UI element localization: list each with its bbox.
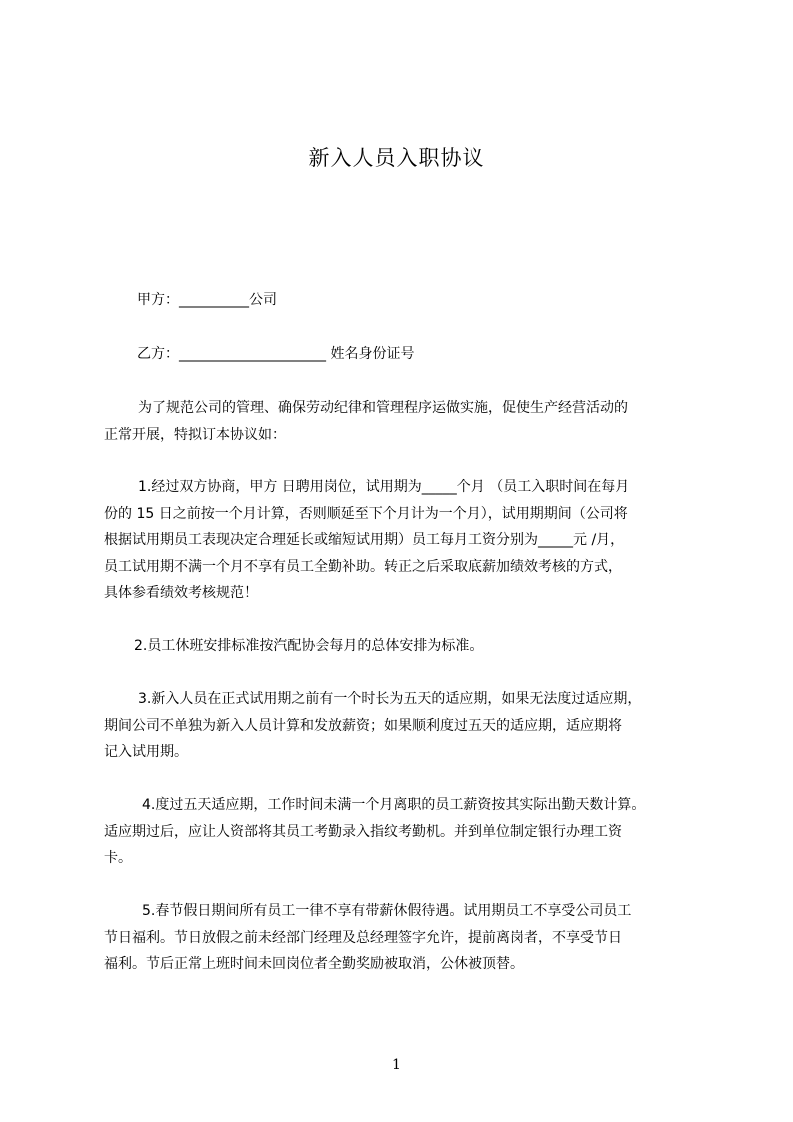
party-a-line: 甲方：__________公司 <box>137 292 277 308</box>
clause-2-paragraph <box>104 633 714 660</box>
clause-line: 员工试用期不满一个月不享有员工全勤补助。转正之后采取底薪加绩效考核的方式， <box>104 558 622 575</box>
clause-3-paragraph <box>104 686 714 766</box>
clause-line: 1.经过双方协商，甲方 日聘用岗位，试用期为_____个月 （员工入职时间在每月 <box>138 479 630 495</box>
clause-4-paragraph <box>104 792 714 872</box>
clause-line: 记入试用期。 <box>104 744 188 760</box>
party-b-line: 乙方：_____________________ 姓名身份证号 <box>137 346 415 362</box>
clause-line: 5.春节假日期间所有员工一律不享有带薪休假待遇。试用期员工不享受公司员工 <box>142 903 632 919</box>
clause-5-paragraph <box>104 898 714 978</box>
clause-line: 适应期过后，应让人资部将其员工考勤录入指纹考勤机。并到单位制定银行办理工资 <box>104 823 622 840</box>
clause-line: 根据试用期员工表现决定合理延长或缩短试用期）员工每月工资分别为_____元 /月， <box>104 532 625 548</box>
clause-line: 福利。节后正常上班时间未回岗位者全勤奖励被取消，公休被顶替。 <box>104 956 524 972</box>
clause-line: 具体参看绩效考核规范！ <box>104 585 258 601</box>
intro-paragraph <box>104 395 714 448</box>
intro-line: 为了规范公司的管理、确保劳动纪律和管理程序运做实施，促使生产经营活动的 <box>138 400 628 416</box>
document-title: 新入人员入职协议 <box>308 146 485 170</box>
intro-line: 正常开展，特拟订本协议如： <box>104 426 286 443</box>
page-number: 1 <box>392 1057 401 1073</box>
clause-line: 节日福利。节日放假之前未经部门经理及总经理签字允许，提前离岗者，不享受节日 <box>104 929 622 946</box>
clause-line: 份的 15 日之前按一个月计算，否则顺延至下个月计为一个月），试用期期间（公司将 <box>104 505 628 522</box>
clause-line: 3.新入人员在正式试用期之前有一个时长为五天的适应期，如果无法度过适应期， <box>138 691 642 707</box>
clause-line: 卡。 <box>104 850 132 866</box>
clause-line: 4.度过五天适应期，工作时间未满一个月离职的员工薪资按其实际出勤天数计算。 <box>142 797 646 813</box>
clause-1-paragraph <box>104 474 714 607</box>
clause-line: 期间公司不单独为新入人员计算和发放薪资；如果顺利度过五天的适应期，适应期将 <box>104 717 622 734</box>
clause-line: 2.员工休班安排标准按汽配协会每月的总体安排为标准。 <box>134 638 484 654</box>
